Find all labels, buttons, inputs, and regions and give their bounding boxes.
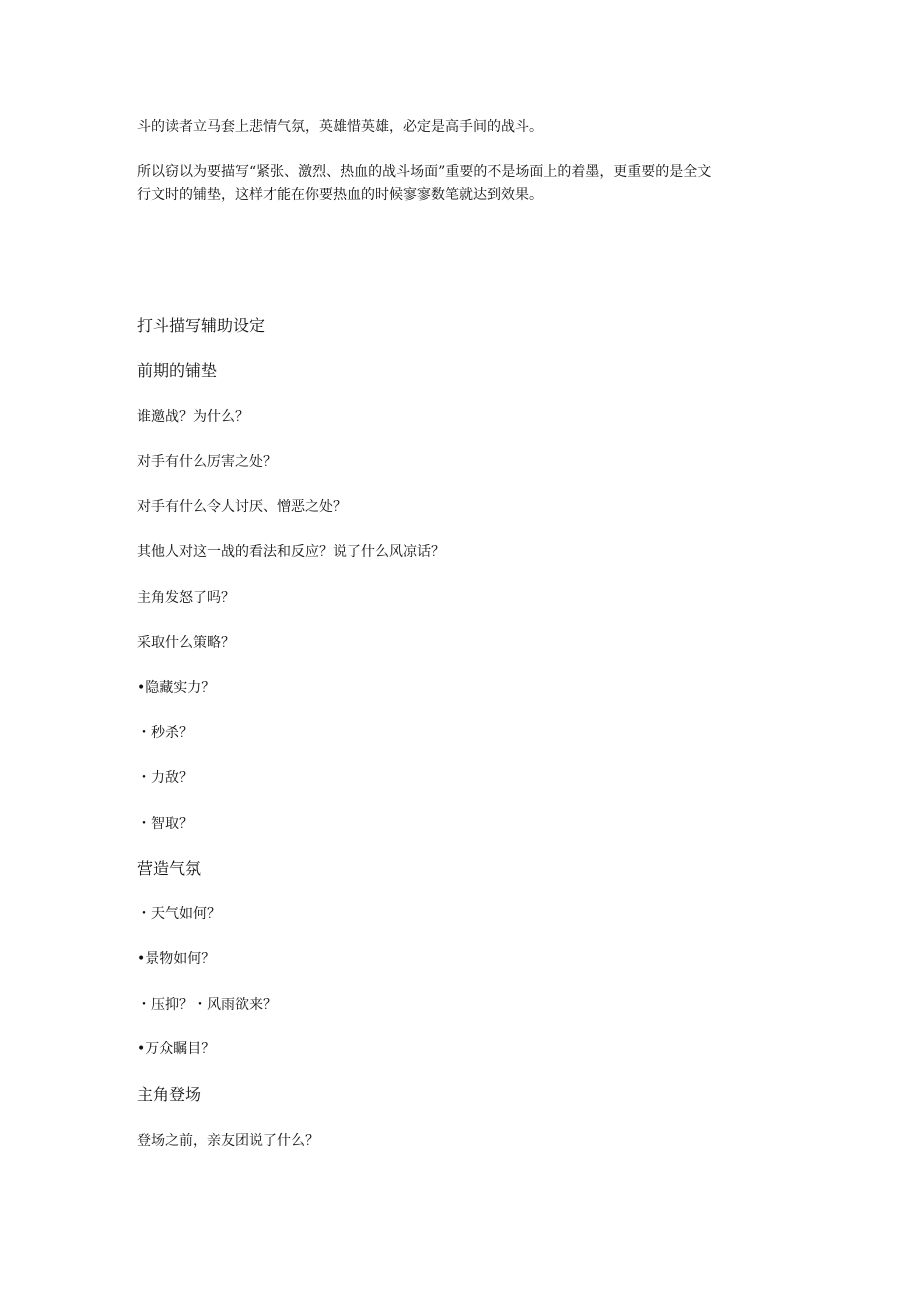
bullet-item: ・力敌？ bbox=[137, 770, 193, 786]
list-item: 其他人对这一战的看法和反应？说了什么风凉话？ bbox=[137, 544, 445, 560]
bullet-item: •景物如何？ bbox=[137, 951, 216, 967]
bullet-item: ・天气如何？ bbox=[137, 906, 221, 922]
bullet-item: •万众瞩目？ bbox=[137, 1041, 216, 1057]
intro-paragraph-line-1: 所以窃以为要描写“紧张、激烈、热血的战斗场面”重要的不是场面上的着墨，更重要的是全文 bbox=[137, 164, 712, 180]
bullet-item: ・智取？ bbox=[137, 816, 193, 832]
list-item: 对手有什么厉害之处？ bbox=[137, 454, 277, 470]
part3-heading: 主角登场 bbox=[137, 1085, 202, 1104]
list-item: 采取什么策略？ bbox=[137, 635, 235, 651]
list-item: 谁邀战？为什么？ bbox=[137, 409, 249, 425]
intro-line: 斗的读者立马套上悲情气氛，英雄惜英雄，必定是高手间的战斗。 bbox=[137, 119, 543, 135]
part2-heading: 营造气氛 bbox=[137, 859, 202, 878]
part1-heading: 前期的铺垫 bbox=[137, 361, 218, 380]
bullet-item: ・压抑？・风雨欲来？ bbox=[137, 997, 277, 1013]
section-title: 打斗描写辅助设定 bbox=[137, 316, 266, 335]
intro-paragraph-line-2: 行文时的铺垫，这样才能在你要热血的时候寥寥数笔就达到效果。 bbox=[137, 187, 543, 203]
list-item: 对手有什么令人讨厌、憎恶之处？ bbox=[137, 499, 347, 515]
list-item: 登场之前，亲友团说了什么？ bbox=[137, 1133, 319, 1149]
list-item: 主角发怒了吗？ bbox=[137, 590, 235, 606]
bullet-item: •隐藏实力？ bbox=[137, 680, 216, 696]
bullet-item: ・秒杀？ bbox=[137, 725, 193, 741]
